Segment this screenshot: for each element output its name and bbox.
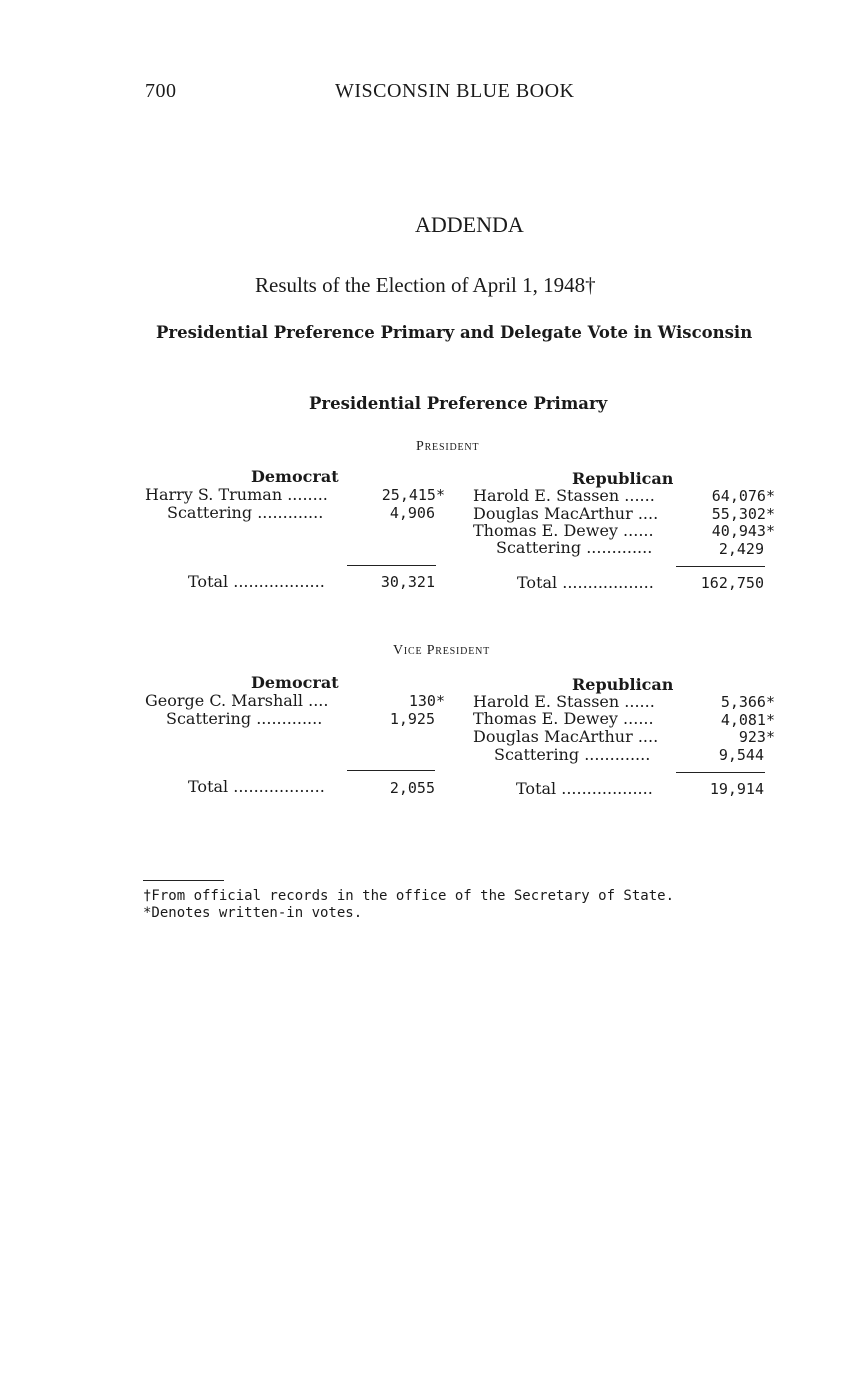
table-row-votes: 1,925 xyxy=(389,710,435,728)
total-label: Total .................. xyxy=(517,573,654,592)
total-rule xyxy=(676,566,765,567)
president-democrat-heading: Democrat xyxy=(251,467,339,486)
total-rule xyxy=(676,772,765,773)
table-row-votes: 9,544 xyxy=(718,746,764,764)
footnote-written-in: *Denotes written-in votes. xyxy=(143,905,363,921)
table-row-name: Scattering ............. xyxy=(167,503,324,522)
president-republican-heading: Republican xyxy=(572,469,674,488)
total-value: 19,914 xyxy=(709,780,764,798)
table-row-name: Scattering ............. xyxy=(494,745,651,764)
table-row-votes: 4,081* xyxy=(720,711,775,729)
table-row-name: Harold E. Stassen ...... xyxy=(473,486,655,505)
table-row-votes: 25,415* xyxy=(381,486,445,504)
table-row-votes: 923* xyxy=(738,728,775,746)
subsection-title: Presidential Preference Primary xyxy=(309,394,608,413)
table-row-name: Scattering ............. xyxy=(166,709,323,728)
section-title: Presidential Preference Primary and Delegate Vote in Wisconsin xyxy=(156,323,753,342)
table-row-votes: 64,076* xyxy=(711,487,775,505)
total-value: 162,750 xyxy=(700,574,764,592)
total-label: Total .................. xyxy=(188,572,325,591)
footnote-source: †From official records in the office of the Secretary of State. xyxy=(143,888,675,904)
footnote-rule xyxy=(143,880,224,881)
table-row-votes: 55,302* xyxy=(711,505,775,523)
table-row-votes: 40,943* xyxy=(711,522,775,540)
table-row-votes: 2,429 xyxy=(718,540,764,558)
president-label: President xyxy=(416,439,480,454)
vp-democrat-heading: Democrat xyxy=(251,673,339,692)
page-heading: ADDENDA xyxy=(415,212,524,237)
running-title: WISCONSIN BLUE BOOK xyxy=(335,80,575,102)
table-row-name: Scattering ............. xyxy=(496,538,653,557)
table-row-votes: 4,906 xyxy=(389,504,435,522)
total-rule xyxy=(347,770,435,771)
page-number: 700 xyxy=(145,80,177,102)
table-row-votes: 130* xyxy=(408,692,445,710)
total-value: 30,321 xyxy=(380,573,435,591)
total-value: 2,055 xyxy=(389,779,435,797)
table-row-name: Harold E. Stassen ...... xyxy=(473,692,655,711)
table-row-name: Douglas MacArthur .... xyxy=(473,504,659,523)
table-row-name: Thomas E. Dewey ...... xyxy=(473,709,654,728)
vice-president-label: Vice President xyxy=(393,643,491,658)
table-row-name: Thomas E. Dewey ...... xyxy=(473,521,654,540)
election-subheading: Results of the Election of April 1, 1948† xyxy=(255,273,596,297)
table-row-name: Douglas MacArthur .... xyxy=(473,727,659,746)
total-rule xyxy=(347,565,436,566)
vp-republican-heading: Republican xyxy=(572,675,674,694)
table-row-votes: 5,366* xyxy=(720,693,775,711)
table-row-name: Harry S. Truman ........ xyxy=(145,485,328,504)
table-row-name: George C. Marshall .... xyxy=(145,691,329,710)
total-label: Total .................. xyxy=(516,779,653,798)
total-label: Total .................. xyxy=(188,777,325,796)
